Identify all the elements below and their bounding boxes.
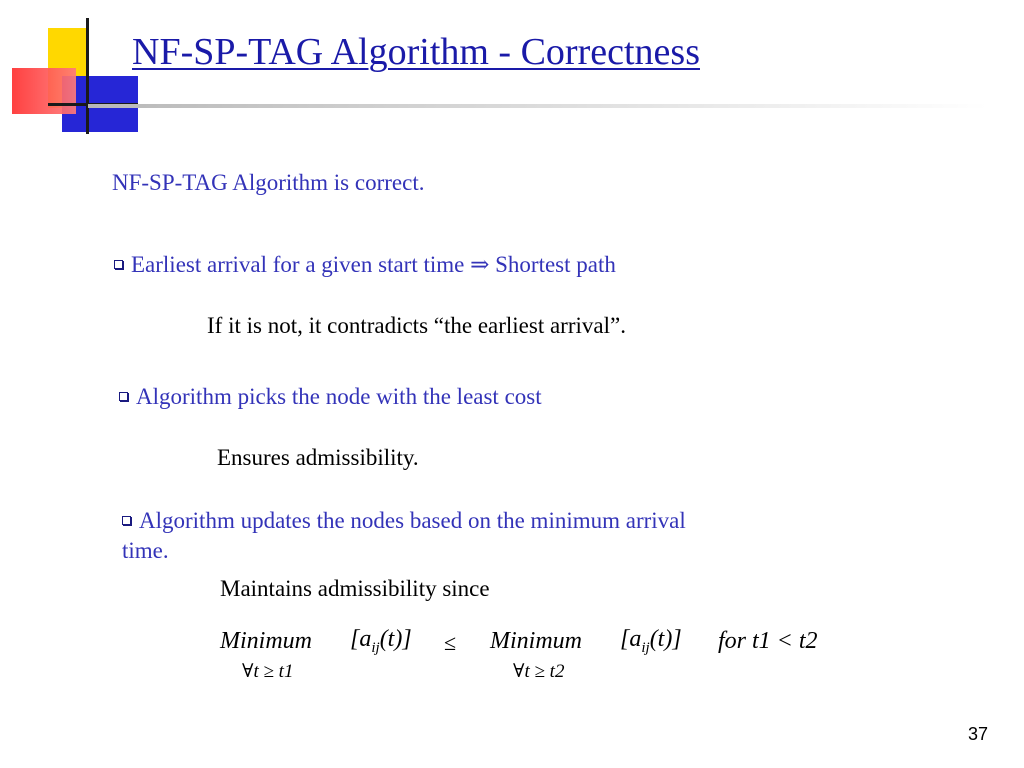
bullet-2 (119, 384, 542, 410)
formula-relation: ≤ (444, 630, 457, 655)
bullet-1-text: Earliest arrival for a given start time ⇒ Shortest path (131, 252, 616, 277)
logo-vertical-line (86, 18, 89, 134)
main-statement: NF-SP-TAG Algorithm is correct. (112, 170, 425, 195)
formula-condition: for t1 < t2 (718, 628, 818, 654)
bullet-box-icon (119, 392, 128, 401)
slide-title: NF-SP-TAG Algorithm - Correctness (132, 31, 700, 73)
bullet-box-icon (122, 516, 131, 525)
bullet-2-detail: Ensures admissibility. (217, 445, 419, 470)
formula-under-left: ∀t ≥ t1 (242, 661, 294, 682)
bullet-3-text-line2: time. (122, 538, 169, 563)
bullet-1 (114, 252, 616, 278)
bullet-2-text: Algorithm picks the node with the least cost (136, 384, 542, 409)
formula-minimum-left: Minimum (220, 628, 312, 654)
bullet-box-icon (114, 260, 123, 269)
bullet-3 (122, 508, 686, 534)
bullet-1-detail: If it is not, it contradicts “the earliest arrival”. (207, 313, 626, 338)
formula-term-left: $[a_{ij}(t)]$ (350, 626, 412, 656)
formula-minimum-right: Minimum (490, 628, 582, 654)
formula-under-right: ∀t ≥ t2 (513, 661, 565, 682)
logo-red-square (12, 68, 76, 114)
bullet-3-detail: Maintains admissibility since (220, 576, 490, 601)
page-number: 37 (968, 724, 989, 744)
formula-term-right: $[a_{ij}(t)]$ (620, 626, 682, 656)
bullet-3-text: Algorithm updates the nodes based on the minimum arrival (139, 508, 686, 533)
title-divider (88, 104, 988, 108)
